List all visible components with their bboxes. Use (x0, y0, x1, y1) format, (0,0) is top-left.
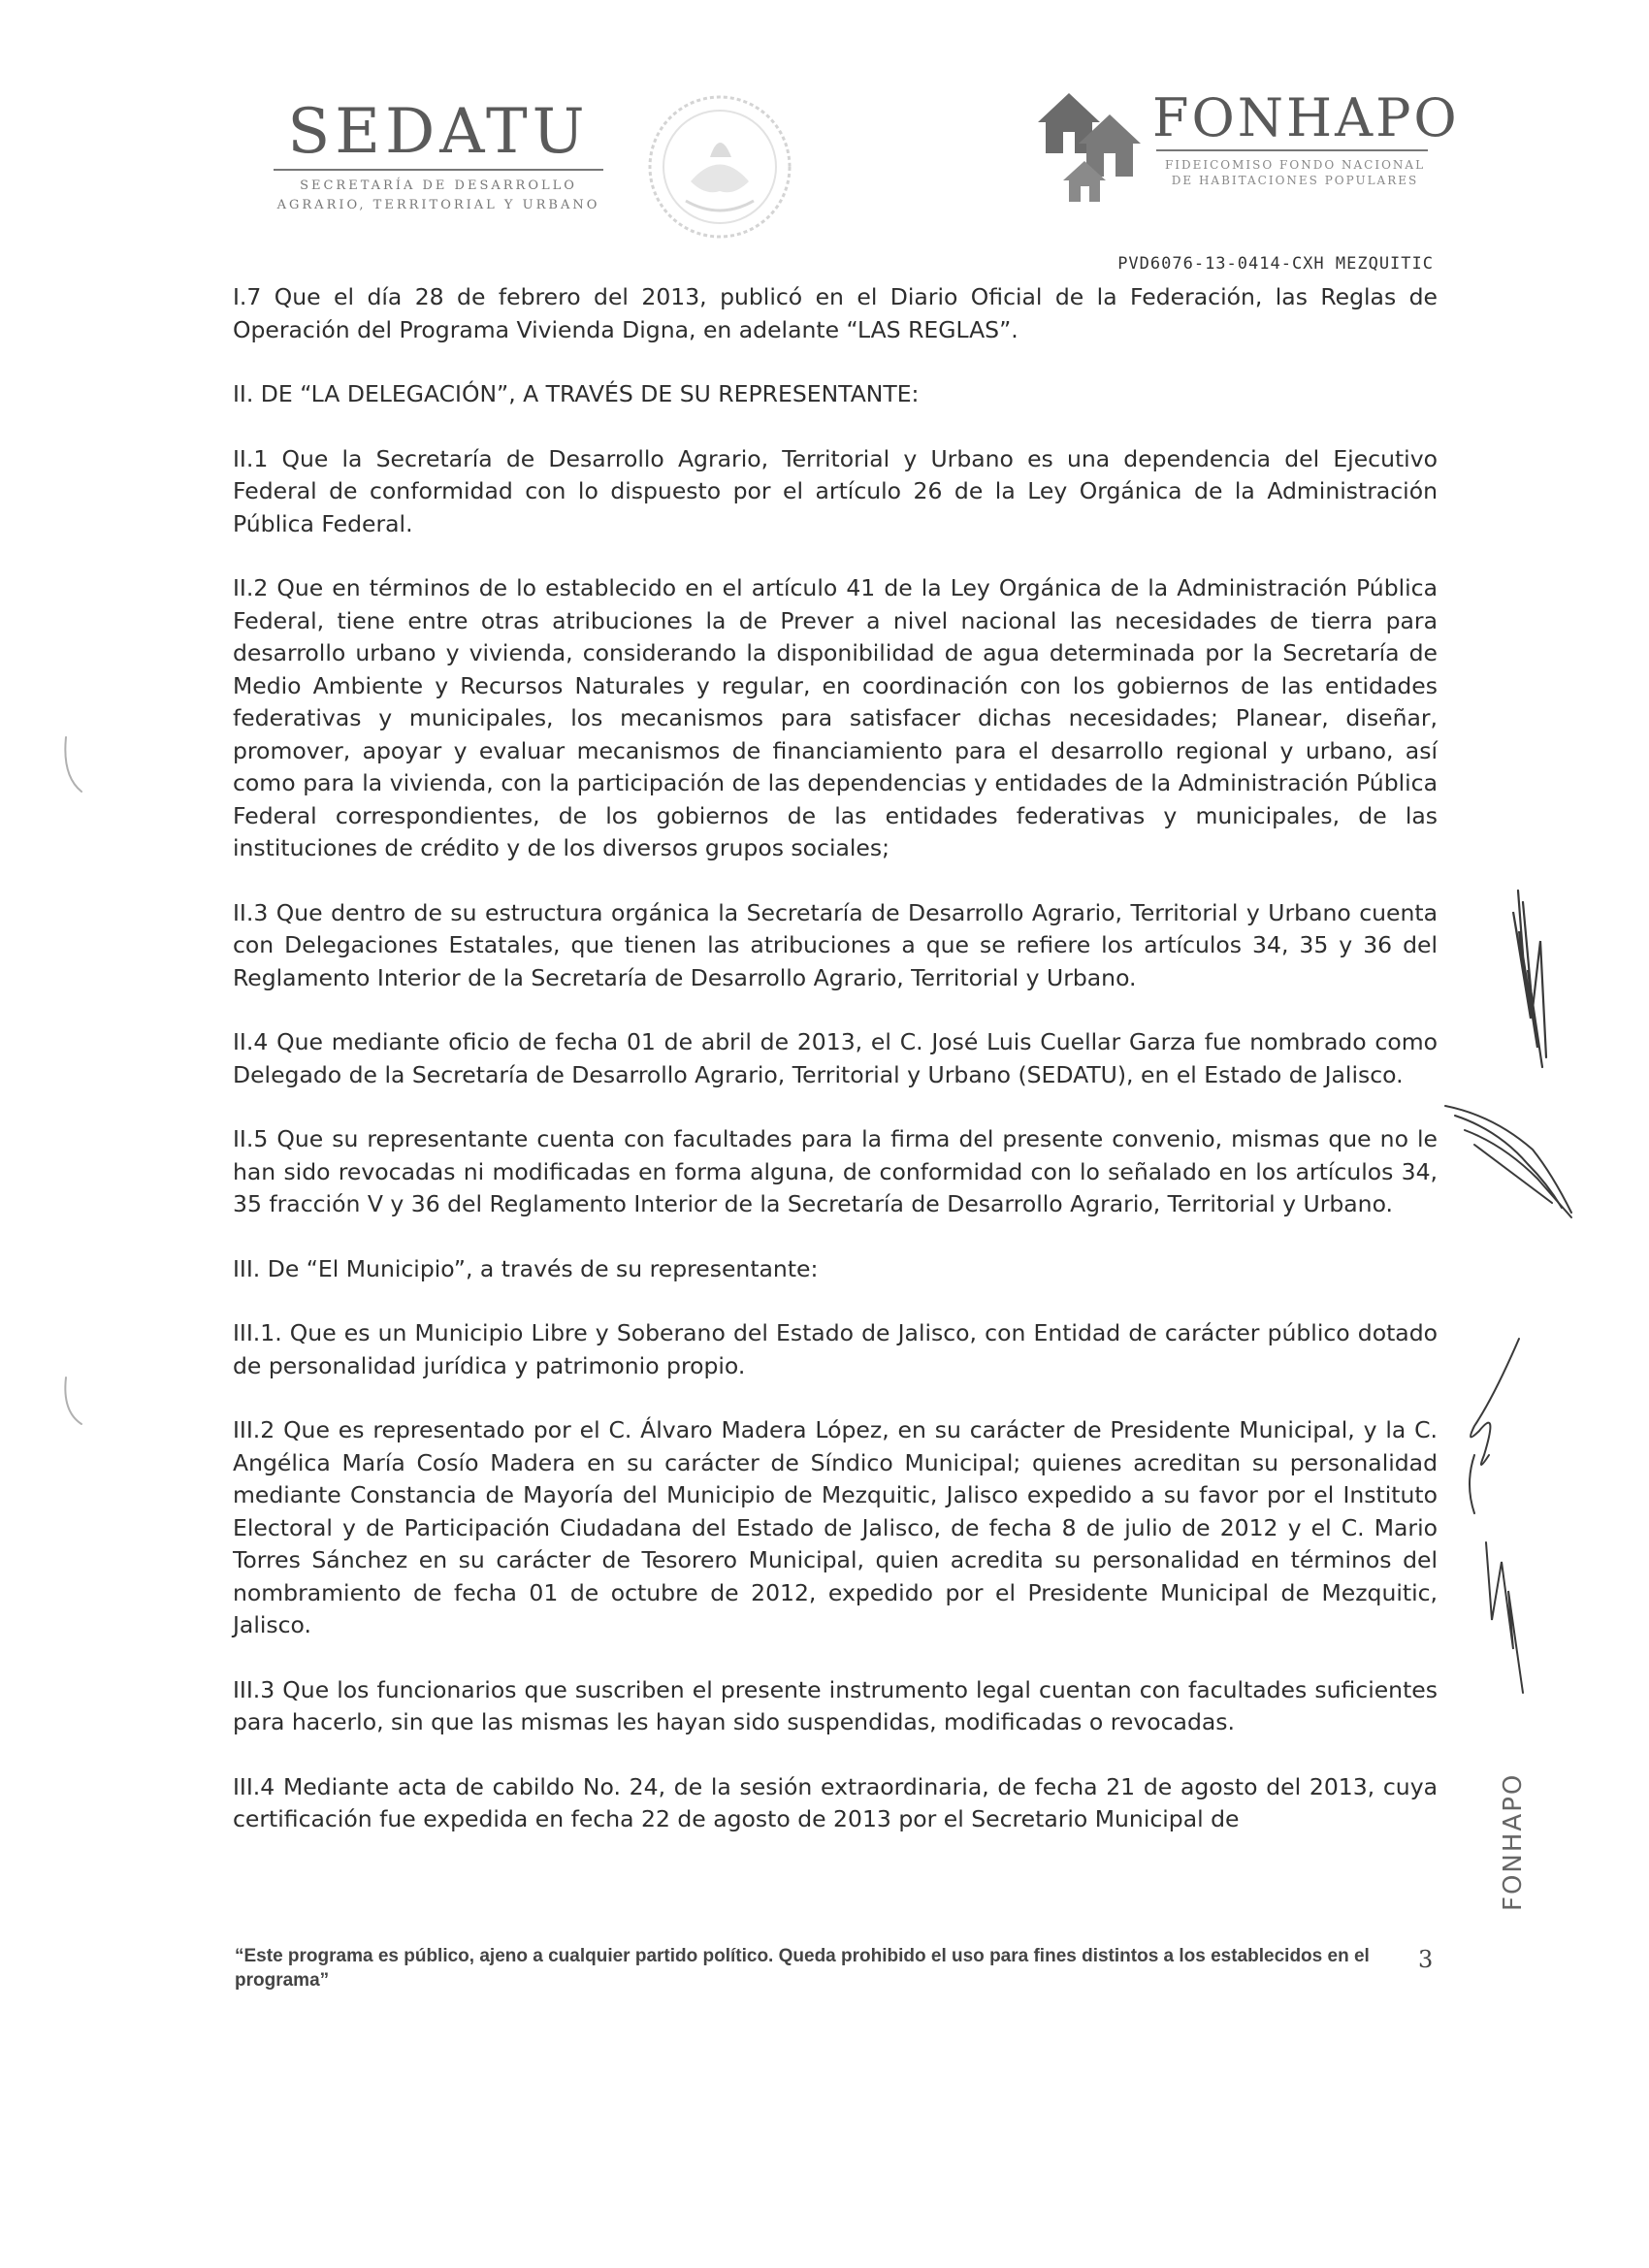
fonhapo-logo-subtitle (1154, 157, 1436, 188)
sedatu-logo-subtitle-2: AGRARIO, TERRITORIAL Y URBANO (276, 198, 600, 212)
document-code: PVD6076-13-0414-CXH MEZQUITIC (1117, 254, 1434, 274)
document-body (233, 281, 1438, 1868)
section-heading-ii: II. DE “LA DELEGACIÓN”, A TRAVÉS DE SU REPRESENTANTE: (233, 380, 920, 407)
clause-ii-3: II.3 Que dentro de su estructura orgánica la Secretaría de Desarrollo Agrario, Territorial y Urbano cuenta con Delegaciones Estatales, que tienen las atribuciones a que se refiere los artículos 34, 35 y 36 del Reglamento Interior de la Secretaría de Desarrollo Agrario, Territorial y Urbano. (233, 898, 1438, 991)
sedatu-logo-subtitle-1: SECRETARÍA DE DESARROLLO (300, 178, 577, 193)
side-stamp-text: FONHAPO (1499, 1772, 1528, 1911)
fonhapo-logo (1028, 76, 1460, 202)
scan-marks (65, 737, 81, 1424)
footer-disclaimer: “Este programa es público, ajeno a cualquier partido político. Queda prohibido el uso para fines distintos a los establecidos en el programa” (235, 1946, 1370, 1991)
clause-iii-3: III.3 Que los funcionarios que suscriben el presente instrumento legal cuentan con facultades suficientes para hacerlo, sin que las mismas les hayan sido suspendidas, modificadas o revocadas. (233, 1675, 1438, 1735)
sedatu-logo (254, 97, 623, 215)
initials-signature-4 (1486, 1542, 1523, 1693)
sedatu-logo-rule (274, 169, 603, 171)
fonhapo-logo-rule (1156, 149, 1428, 151)
clause-iii-1: III.1. Que es un Municipio Libre y Soberano del Estado de Jalisco, con Entidad de carácter público dotado de personalidad jurídica y patrimonio propio. (233, 1319, 1438, 1379)
clause-ii-2: II.2 Que en términos de lo establecido en el artículo 41 de la Ley Orgánica de la Administración Pública Federal, tiene entre otras atribuciones la de Prever a nivel nacional las necesidades de tierra para desarrollo urbano y vivienda, considerando la disponibilidad de agua determinada por la Secretaría de Medio Ambiente y Recursos Naturales y regular, en coordinación con los gobiernos de las entidades federativas y municipales, los mecanismos para satisfacer dichas necesidades; Planear, diseñar, promover, apoyar y evaluar mecanismos de financiamiento para el desarrollo regional y urbano, así como para la vivienda, con la participación de las dependencias y entidades de la Administración Pública Federal correspondientes, de los gobiernos de las entidades federativas y municipales, de las instituciones de crédito y de los diversos grupos sociales; (233, 574, 1438, 861)
coat-of-arms-seal-icon (642, 89, 797, 244)
side-stamp (1499, 1736, 1537, 1950)
fonhapo-logo-subtitle-2: DE HABITACIONES POPULARES (1171, 174, 1419, 187)
sedatu-logo-name: SEDATU (287, 96, 590, 168)
clause-iii-4: III.4 Mediante acta de cabildo No. 24, de la sesión extraordinaria, de fecha 21 de agosto del 2013, cuya certificación fue expedida en fecha 22 de agosto de 2013 por el Secretario Municipal de (233, 1772, 1438, 1832)
initials-signature-2 (1445, 1106, 1571, 1217)
clause-ii-1: II.1 Que la Secretaría de Desarrollo Agrario, Territorial y Urbano es una dependencia del Ejecutivo Federal de conformidad con lo dispuesto por el artículo 26 de la Ley Orgánica de la Administración Pública Federal. (233, 444, 1438, 537)
section-heading-iii: III. De “El Municipio”, a través de su representante: (233, 1254, 819, 1282)
clause-ii-5: II.5 Que su representante cuenta con facultades para la firma del presente convenio, mismas que no le han sido revocadas ni modificadas en forma alguna, de conformidad con lo señalado en los artículos 34, 35 fracción V y 36 del Reglamento Interior de la Secretaría de Desarrollo Agrario, Territorial y Urbano. (233, 1125, 1438, 1217)
page-number: 3 (1418, 1946, 1434, 1973)
initials-signature-3 (1470, 1339, 1519, 1513)
initials-signature-1 (1513, 891, 1546, 1067)
fonhapo-logo-name: FONHAPO (1152, 87, 1460, 148)
houses-logo-icon (1028, 76, 1154, 202)
fonhapo-logo-subtitle-1: FIDEICOMISO FONDO NACIONAL (1164, 158, 1426, 172)
clause-iii-2: III.2 Que es representado por el C. Álvaro Madera López, en su carácter de Presidente Municipal, y la C. Angélica María Cosío Madera en su carácter de Síndico Municipal; quienes acreditan su personalidad mediante Constancia de Mayoría del Municipio de Mezquitic, Jalisco expedido a su favor por el Instituto Electoral y de Participación Ciudadana del Estado de Jalisco, de fecha 8 de julio de 2012 y el C. Mario Torres Sánchez en su carácter de Tesorero Municipal, quien acredita su personalidad en términos del nombramiento de fecha 01 de octubre de 2012, expedido por el Presidente Municipal de Mezquitic, Jalisco. (233, 1416, 1438, 1638)
clause-i-7: I.7 Que el día 28 de febrero del 2013, publicó en el Diario Oficial de la Federación, las Reglas de Operación del Programa Vivienda Digna, en adelante “LAS REGLAS”. (233, 283, 1438, 343)
clause-ii-4: II.4 Que mediante oficio de fecha 01 de abril de 2013, el C. José Luis Cuellar Garza fue nombrado como Delegado de la Secretaría de Desarrollo Agrario, Territorial y Urbano (SEDATU), en el Estado de Jalisco. (233, 1028, 1438, 1088)
